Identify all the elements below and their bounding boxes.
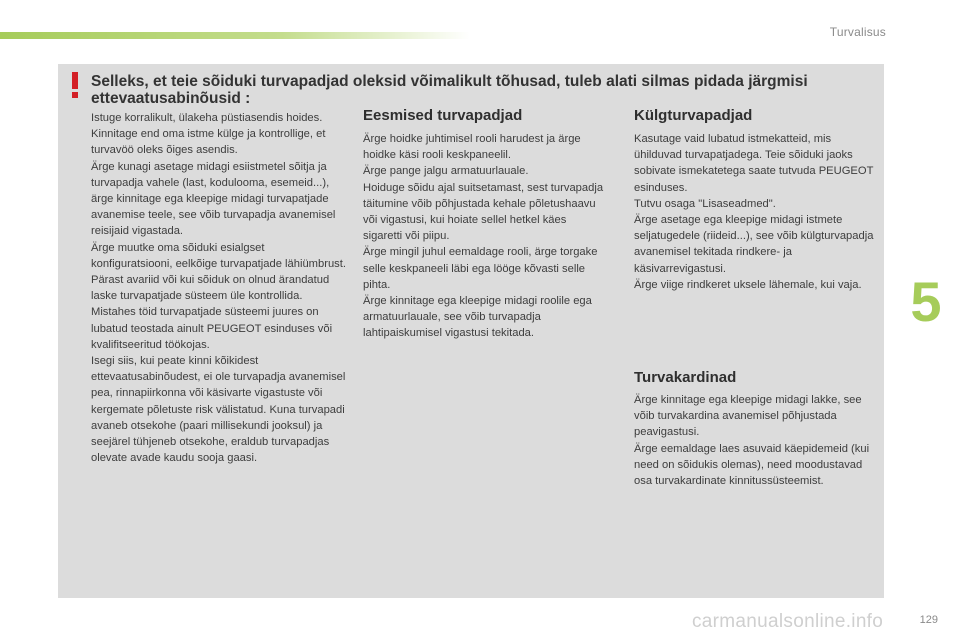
paragraph: Isegi siis, kui peate kinni kõikidest ettevaatusabinõudest, ei ole turvapadja avanemisel pea, rinnapiirkonna või käsivarte vigastuste või kergemate põletuste risk välistatud. Kuna turvapadi avaneb otsekohe (paari millisekundi jooksul) ja seejärel tühjeneb otsekohe, eraldub turvapadjas olevate avade kaudu sooja gaasi. [91, 355, 346, 465]
front-airbags-column [363, 131, 608, 342]
curtain-airbags-heading: Turvakardinad [634, 369, 737, 386]
side-airbags-column [634, 131, 882, 293]
paragraph: Ärge eemaldage laes asuvaid käepidemeid (kui need on sõidukis olemas), need moodustavad osa turvakardinate kinnitussüsteemist. [634, 442, 870, 488]
paragraph: Ärge hoidke juhtimisel rooli harudest ja ärge hoidke käsi rooli keskpaneelil. [363, 133, 581, 162]
warning-headline: Selleks, et teie sõiduki turvapadjad oleksid võimalikult tõhusad, tuleb alati silmas pidada järgmisi ettevaatusabinõusid : [91, 73, 808, 107]
paragraph: Ärge kunagi asetage midagi esiistmetel sõitja ja turvapadja vahele (last, kodulooma, esemeid...), ärge kinnitage ega kleepige midagi turvapatjade avanemise teele, see võib turvapadja avanemisel reisijaid vigastada. [91, 160, 336, 238]
section-title: Turvalisus [829, 25, 886, 39]
front-airbags-heading: Eesmised turvapadjad [363, 107, 523, 124]
paragraph: Pärast avariid või kui sõiduk on olnud ärandatud laske turvapatjade süsteem üle kontrollida. [91, 274, 330, 303]
paragraph: Istuge korralikult, ülakeha püstiasendis hoides. [91, 112, 323, 124]
paragraph: Kinnitage end oma istme külge ja kontrollige, et turvavöö oleks õiges asendis. [91, 128, 326, 157]
paragraph: Ärge pange jalgu armatuurlauale. [363, 165, 529, 178]
paragraph: Ärge kinnitage ega kleepige midagi roolile ega armatuurlauale, see võib turvapadja lahtipaiskumisel vigastusi tekitada. [363, 295, 592, 340]
header-accent-bar [0, 32, 470, 39]
exclamation-icon [70, 72, 80, 98]
paragraph: Mistahes töid turvapatjade süsteemi juures on lubatud teostada ainult PEUGEOT esinduses või kvalifitseeritud töökojas. [91, 306, 333, 351]
watermark: carmanualsonline.info [692, 611, 884, 632]
paragraph: Kasutage vaid lubatud istmekatteid, mis ühilduvad turvapatjadega. Teie sõiduki jaoks sobivate ismekatetega saate tutvuda PEUGEOT esinduses. [634, 133, 874, 194]
paragraph: Ärge asetage ega kleepige midagi istmete seljatugedele (riideid...), see võib külgturvapadja avanemisel tekitada rindkere- ja käsivarrevigastusi. [634, 214, 874, 275]
side-airbags-heading: Külgturvapadjad [634, 107, 753, 124]
paragraph: Ärge kinnitage ega kleepige midagi lakke, see võib turvakardina avanemisel põhjustada peavigastusi. [634, 394, 862, 439]
chapter-number: 5 [910, 270, 942, 333]
paragraph: Ärge mingil juhul eemaldage rooli, ärge torgake selle keskpaneeli läbi ega lööge kõvasti selle pihta. [363, 246, 598, 291]
paragraph: Ärge muutke oma sõiduki esialgset konfiguratsiooni, eelkõige turvapatjade lähiümbrust. [91, 241, 346, 270]
paragraph: Hoiduge sõidu ajal suitsetamast, sest turvapadja täitumine võib põhjustada kehale põletushaavu või vigastusi, kui hoiate sellel hetkel käes sigaretti või piipu. [363, 181, 604, 243]
paragraph: Ärge viige rindkeret uksele lähemale, kui vaja. [634, 278, 862, 291]
curtain-airbags-column [634, 392, 882, 489]
general-precautions-column [91, 110, 347, 466]
paragraph: Tutvu osaga "Lisaseadmed". [634, 197, 776, 210]
page-number: 129 [919, 614, 938, 626]
